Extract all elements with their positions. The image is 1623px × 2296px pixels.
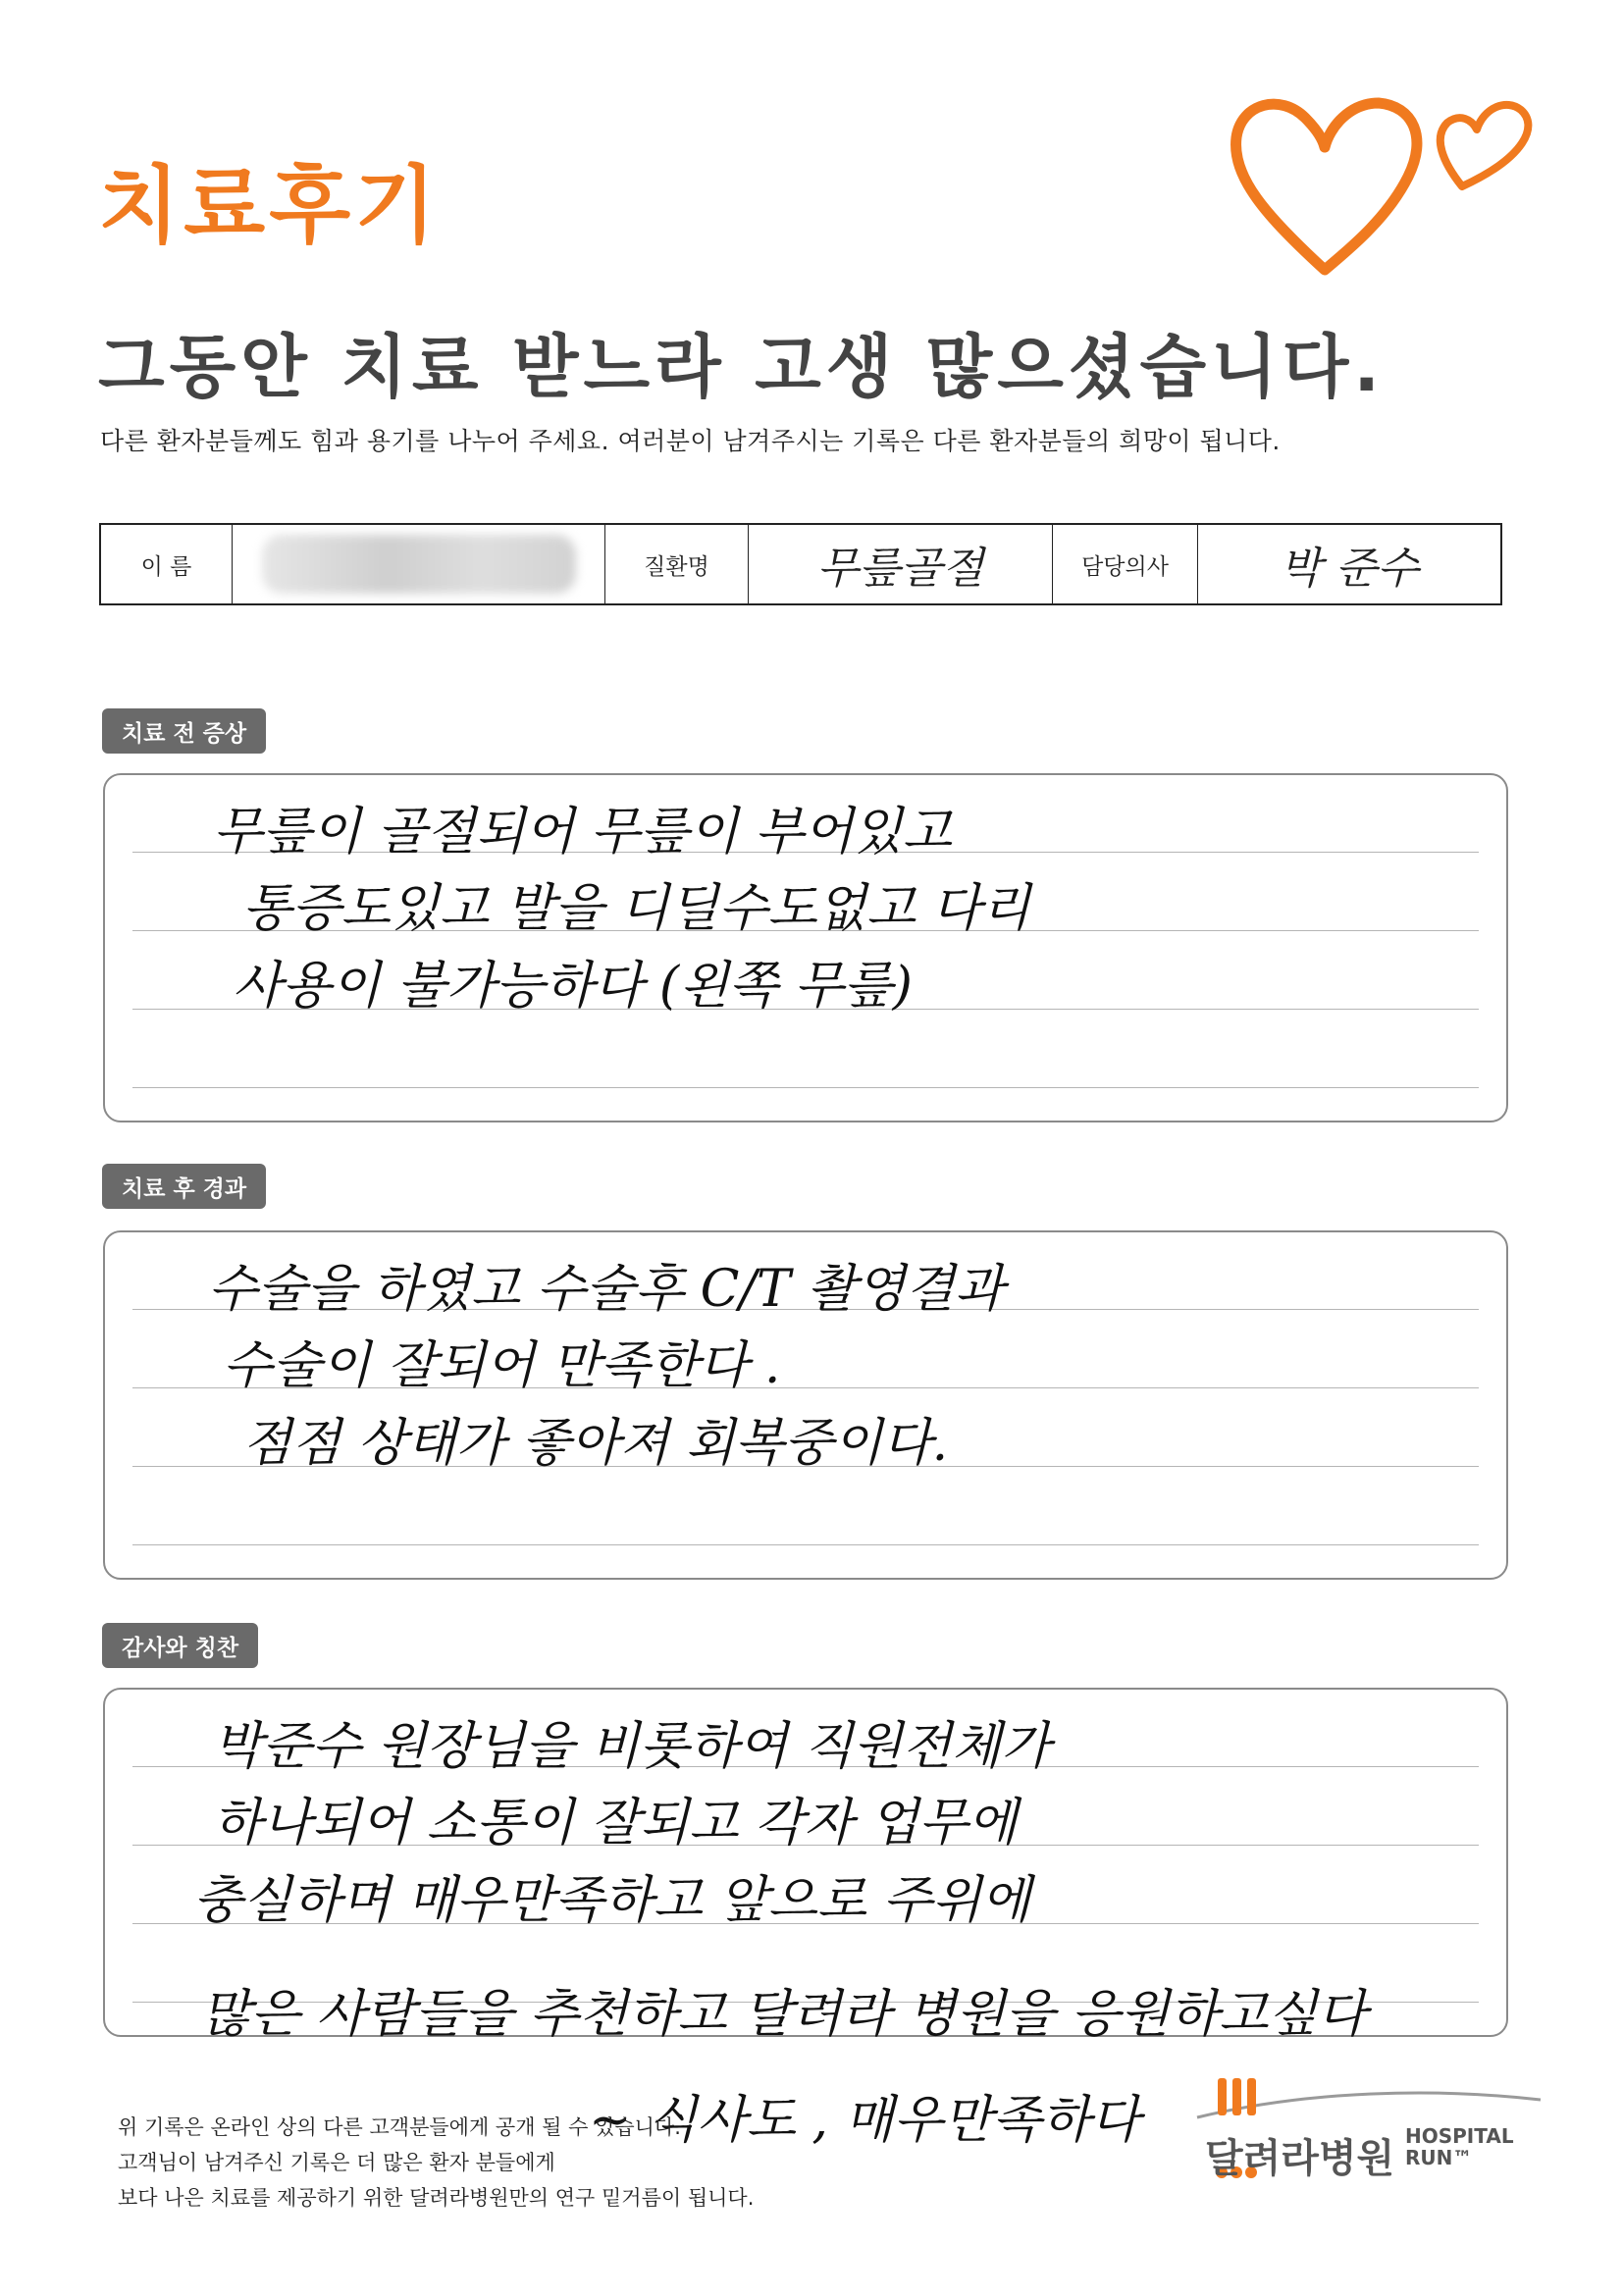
footnote-line: 고객님이 남겨주신 기록은 더 많은 환자 분들에게 [118, 2151, 555, 2174]
disease-label: 질환명 [605, 525, 749, 603]
footnote-line: 위 기록은 온라인 상의 다른 고객분들에게 공개 될 수 있습니다. [118, 2115, 681, 2139]
handwritten-line: 박준수 원장님을 비롯하여 직원전체가 [213, 1717, 1051, 1776]
handwritten-line: 무릎이 골절되어 무릎이 부어있고 [213, 803, 952, 861]
heart-icon [1227, 69, 1550, 294]
section-label-thanks: 감사와 칭찬 [102, 1623, 258, 1668]
headline: 그동안 치료 받느라 고생 많으셨습니다. [98, 327, 1385, 407]
handwritten-line: 점점 상태가 좋아져 회복중이다. [242, 1414, 949, 1473]
before-symptoms-panel [103, 773, 1508, 1122]
handwritten-overflow-line: 많은 사람들을 추천하고 달려라 병원을 응원하고싶다 [201, 1985, 1367, 2044]
page-title: 치료후기 [98, 157, 441, 255]
logo-english-line: RUN™ [1405, 2146, 1473, 2169]
logo-text: 달려라병원 [1205, 2136, 1395, 2181]
subheadline: 다른 환자분들께도 힘과 용기를 나누어 주세요. 여러분이 남겨주시는 기록은 다른 환자분들의 희망이 됩니다. [100, 427, 1281, 455]
patient-info-table [99, 523, 1502, 605]
handwritten-overflow-line: ~ 식사도 , 매우만족하다 [589, 2091, 1140, 2150]
ruled-line [132, 1544, 1479, 1545]
doctor-value: 박 준수 [1280, 544, 1419, 594]
section-label-before: 치료 전 증상 [102, 708, 266, 754]
handwritten-line: 사용이 불가능하다 (왼쪽 무릎) [233, 957, 913, 1016]
section-label-after: 치료 후 경과 [102, 1164, 266, 1209]
handwritten-line: 충실하며 매우만족하고 앞으로 주위에 [193, 1871, 1031, 1930]
ruled-line [132, 1087, 1479, 1088]
logo-english-line: HOSPITAL [1405, 2124, 1514, 2148]
after-progress-panel [103, 1230, 1508, 1580]
disease-value: 무릎골절 [749, 525, 1053, 603]
handwritten-line: 통증도있고 발을 디딜수도없고 다리 [242, 879, 1031, 938]
handwritten-line: 하나되어 소통이 잘되고 각자 업무에 [213, 1794, 1018, 1852]
handwritten-line: 수술을 하였고 수술후 C/T 촬영결과 [208, 1260, 1005, 1319]
footnote-line: 보다 나은 치료를 제공하기 위한 달려라병원만의 연구 밑거름이 됩니다. [118, 2186, 755, 2210]
handwritten-line: 수술이 잘되어 만족한다 . [223, 1336, 781, 1395]
name-label: 이 름 [101, 525, 233, 603]
doctor-label: 담당의사 [1053, 525, 1198, 603]
name-value-redacted [233, 525, 605, 603]
logo-english [1405, 2125, 1514, 2168]
